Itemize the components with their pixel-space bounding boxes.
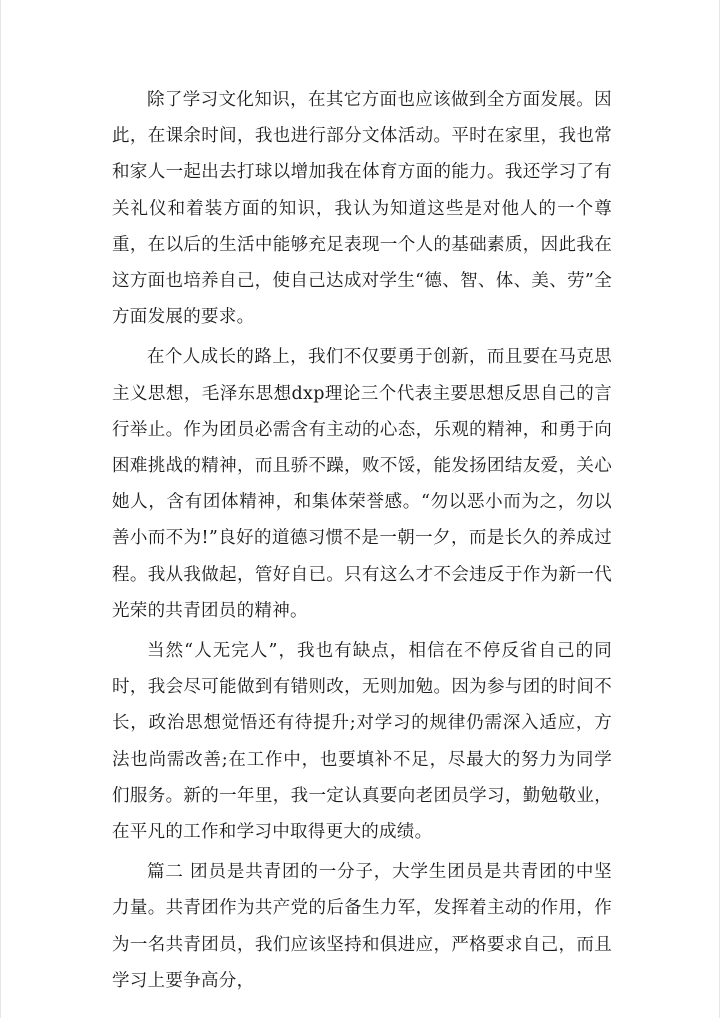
paragraph-2: 在个人成长的路上，我们不仅要勇于创新，而且要在马克思主义思想，毛泽东思想dxp理论三个代表主要思想反思自己的言行举止。作为团员必需含有主动的心态，乐观的精神，和勇于向困难挑战的精神，而且骄不躁，败不馁，能发扬团结友爱，关心她人，含有团体精神，和集体荣誉感。“勿以恶小而为之，勿以善小而不为!”良好的道德习惯不是一朝一夕，而是长久的养成过程。我从我做起，管好自已。只有这么才不会违反于作为新一代光荣的共青团员的精神。: [112, 347, 612, 621]
paragraph-1: 除了学习文化知识，在其它方面也应该做到全方面发展。因此，在课余时间，我也进行部分文体活动。平时在家里，我也常和家人一起出去打球以增加我在体育方面的能力。我还学习了有关礼仪和着装方面的知识，我认为知道这些是对他人的一个尊重，在以后的生活中能够充足表现一个人的基础素质，因此我在这方面也培养自己，使自己达成对学生“德、智、体、美、劳”全方面发展的要求。: [112, 90, 612, 328]
document-body: [112, 82, 612, 999]
paragraph-3: 当然“人无完人”，我也有缺点，相信在不停反省自己的同时，我会尽可能做到有错则改，无则加勉。因为参与团的时间不长，政治思想觉悟还有待提升;对学习的规律仍需深入适应，方法也尚需改善;在工作中，也要填补不足，尽最大的努力为同学们服务。新的一年里，我一定认真要向老团员学习，勤勉敬业，在平凡的工作和学习中取得更大的成绩。: [112, 641, 612, 843]
paragraph-4: 篇二 团员是共青团的一分子，大学生团员是共青团的中坚力量。共青团作为共产党的后备生力军，发挥着主动的作用，作为一名共青团员，我们应该坚持和俱进应，严格要求自己，而且学习上要争高分，: [112, 862, 612, 991]
